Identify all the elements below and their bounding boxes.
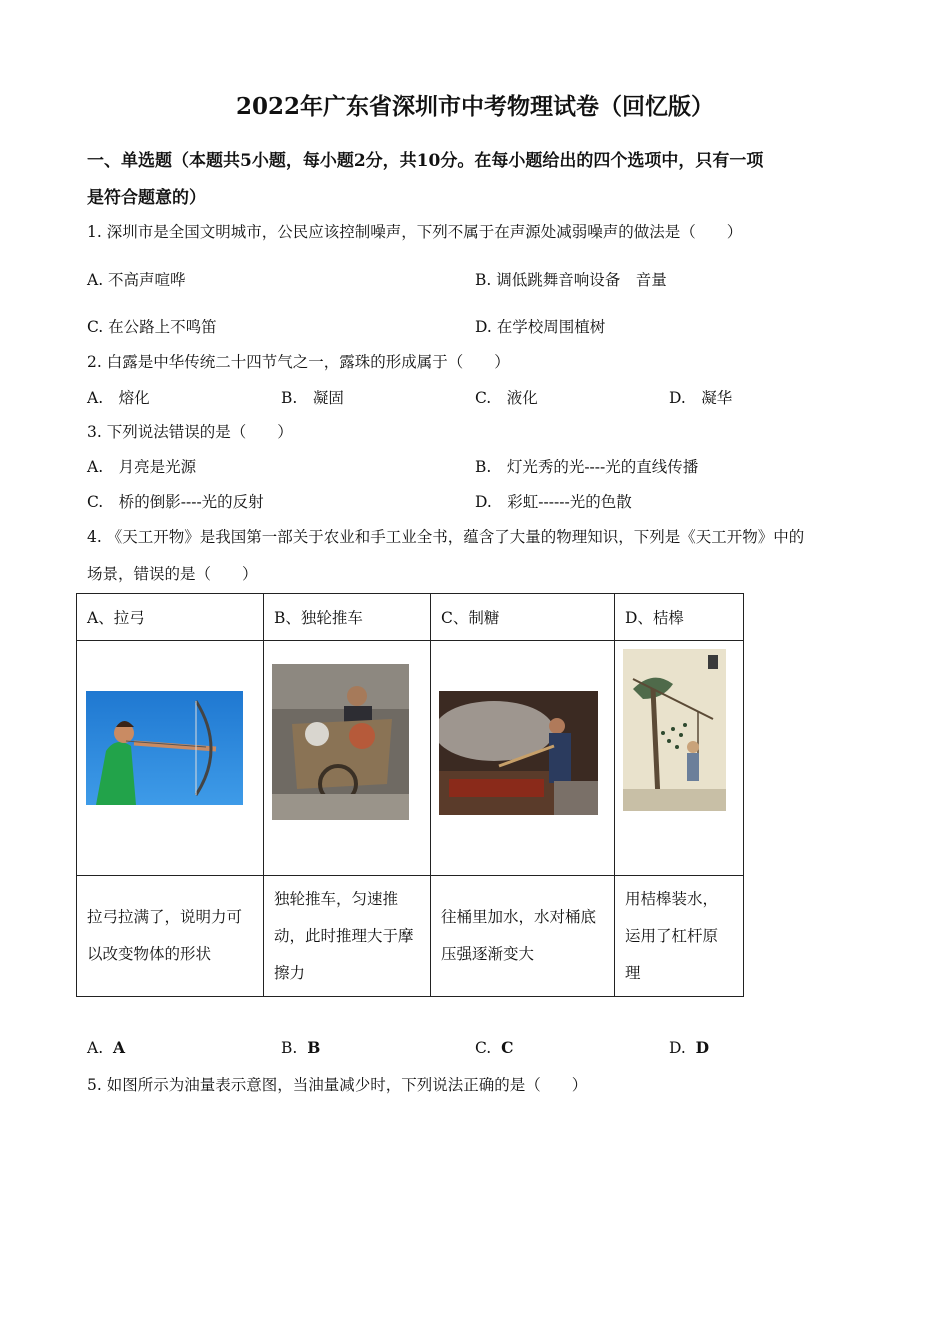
q3-option-d: D. 彩虹------光的色散: [475, 493, 632, 511]
q4-option-a-label: A.: [87, 1039, 104, 1057]
table-image-cell-d: [615, 641, 744, 876]
q2-option-a: A. 熔化: [87, 389, 150, 407]
q3-option-c: C. 桥的倒影----光的反射: [87, 493, 264, 511]
q1-option-d: D. 在学校周围植树: [475, 318, 606, 336]
q1-option-c: C. 在公路上不鸣笛: [87, 318, 217, 336]
question-2-stem: 2. 白露是中华传统二十四节气之一，露珠的形成属于（ ）: [87, 353, 510, 371]
q4-option-b-label: B.: [281, 1039, 298, 1057]
q4-option-a-letter: A: [112, 1038, 126, 1057]
question-4-stem-line2: 场景，错误的是（ ）: [87, 565, 258, 583]
q4-option-b-letter: B: [307, 1038, 321, 1057]
table-image-cell-c: [431, 641, 615, 876]
section-heading-line1: 一、单选题（本题共5小题，每小题2分，共10分。在每小题给出的四个选项中，只有一项: [87, 151, 764, 171]
sugar-making-image: [439, 691, 598, 815]
shadoof-image: [623, 649, 726, 811]
question-5-stem: 5. 如图所示为油量表示意图，当油量减少时，下列说法正确的是（ ）: [87, 1076, 588, 1094]
archer-image: [86, 691, 243, 805]
q3-option-b: B. 灯光秀的光----光的直线传播: [475, 458, 699, 476]
question-3-stem: 3. 下列说法错误的是（ ）: [87, 423, 293, 441]
table-desc-b: 独轮推车，匀速推动，此时推理大于摩擦力: [264, 876, 431, 997]
q4-option-c-label: C.: [475, 1039, 492, 1057]
q2-option-d: D. 凝华: [669, 389, 733, 407]
q1-option-a: A. 不高声喧哗: [87, 271, 186, 289]
question-1-stem: 1. 深圳市是全国文明城市，公民应该控制噪声，下列不属于在声源处减弱噪声的做法是（ ）: [87, 223, 743, 241]
table-header-a: A、拉弓: [77, 594, 264, 641]
q4-option-d-letter: D: [695, 1038, 710, 1057]
question-4-stem-line1: 4. 《天工开物》是我国第一部关于农业和手工业全书，蕴含了大量的物理知识，下列是《天工开物》中的: [87, 528, 805, 546]
q3-option-a: A. 月亮是光源: [87, 458, 197, 476]
section-heading-line2: 是符合题意的）: [87, 188, 206, 208]
scenes-table: [76, 593, 744, 997]
q2-option-c: C. 液化: [475, 389, 538, 407]
q1-option-b: B. 调低跳舞音响设备 音量: [475, 271, 667, 289]
table-desc-c: 往桶里加水，水对桶底压强逐渐变大: [431, 876, 615, 997]
table-header-c: C、制糖: [431, 594, 615, 641]
q4-option-d: [669, 1038, 709, 1057]
q4-option-c-letter: C: [501, 1038, 514, 1057]
table-header-b: B、独轮推车: [264, 594, 431, 641]
table-desc-d: 用桔槔装水，运用了杠杆原理: [615, 876, 744, 997]
q4-option-d-label: D.: [669, 1039, 686, 1057]
q4-option-b: [281, 1038, 320, 1057]
page-title: 2022年广东省深圳市中考物理试卷（回忆版）: [235, 93, 714, 120]
q2-option-b: B. 凝固: [281, 389, 344, 407]
wheelbarrow-image: [272, 664, 409, 820]
table-image-cell-a: [77, 641, 264, 876]
q4-option-c: [475, 1038, 513, 1057]
table-desc-a: 拉弓拉满了，说明力可以改变物体的形状: [77, 876, 264, 997]
table-image-cell-b: [264, 641, 431, 876]
q4-option-a: [87, 1038, 125, 1057]
table-header-d: D、桔槔: [615, 594, 744, 641]
